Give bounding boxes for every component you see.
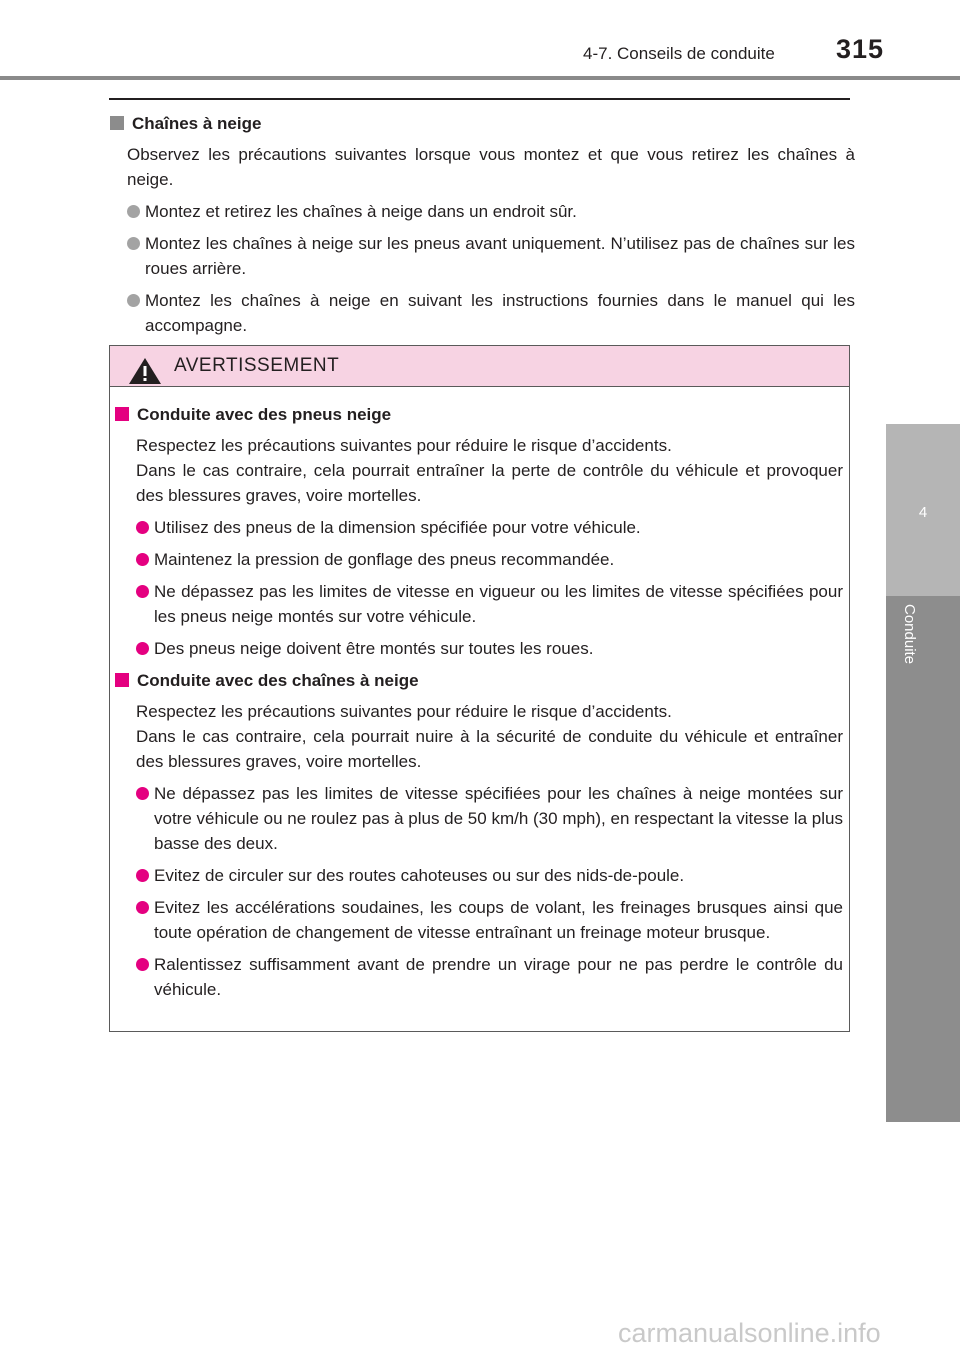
list-item bbox=[115, 781, 843, 856]
round-bullet-icon bbox=[136, 585, 149, 598]
round-bullet-icon bbox=[136, 521, 149, 534]
list-item bbox=[115, 636, 843, 661]
round-bullet-icon bbox=[136, 958, 149, 971]
round-bullet-icon bbox=[127, 237, 140, 250]
side-tab-number: 4 bbox=[918, 504, 928, 521]
page-number: 315 bbox=[836, 34, 885, 64]
round-bullet-icon bbox=[127, 294, 140, 307]
warning-section-heading bbox=[115, 402, 843, 427]
header-rule bbox=[0, 76, 960, 80]
intro-line: Respectez les précautions suivantes pour réduire le risque d’accidents. bbox=[136, 436, 672, 455]
warning-section-intro bbox=[136, 699, 843, 774]
list-item-text: Ralentissez suffisamment avant de prendre un virage pour ne pas perdre le contrôle du véhicule. bbox=[154, 955, 843, 999]
intro-line: Respectez les précautions suivantes pour réduire le risque d’accidents. bbox=[136, 702, 672, 721]
round-bullet-icon bbox=[136, 869, 149, 882]
warning-title: AVERTISSEMENT bbox=[174, 355, 340, 376]
list-item-text: Des pneus neige doivent être montés sur toutes les roues. bbox=[154, 639, 594, 658]
list-item-text: Montez les chaînes à neige en suivant les instructions fournies dans le manuel qui les accompagne. bbox=[145, 291, 855, 335]
list-item bbox=[115, 952, 843, 1002]
warning-header bbox=[110, 346, 849, 387]
square-bullet-icon bbox=[110, 116, 124, 130]
warning-box bbox=[109, 345, 850, 1032]
warning-section-heading-text: Conduite avec des chaînes à neige bbox=[137, 671, 419, 690]
square-bullet-icon bbox=[115, 407, 129, 421]
square-bullet-icon bbox=[115, 673, 129, 687]
warning-section-heading-text: Conduite avec des pneus neige bbox=[137, 405, 392, 424]
list-item bbox=[115, 515, 843, 540]
list-item-text: Ne dépassez pas les limites de vitesse spécifiées pour les chaînes à neige montées sur votre véhicule ou ne roulez pas à plus de 50 km/h (30 mph), en respectant la vitesse la plus basse des deux. bbox=[154, 784, 843, 853]
round-bullet-icon bbox=[136, 553, 149, 566]
list-item-text: Evitez les accélérations soudaines, les coups de volant, les freinages brusques ainsi que toute opération de changement de vitesse entraînant un freinage moteur brusque. bbox=[154, 898, 843, 942]
warning-body bbox=[110, 402, 849, 1002]
list-item bbox=[110, 231, 855, 281]
list-item bbox=[115, 863, 843, 888]
warning-section-intro bbox=[136, 433, 843, 508]
snow-chains-heading bbox=[110, 111, 855, 136]
snow-chains-intro: Observez les précautions suivantes lorsque vous montez et que vous retirez les chaînes à neige. bbox=[127, 145, 855, 189]
list-item-text: Montez et retirez les chaînes à neige dans un endroit sûr. bbox=[145, 202, 577, 221]
list-item-text: Utilisez des pneus de la dimension spécifiée pour votre véhicule. bbox=[154, 518, 641, 537]
list-item bbox=[115, 547, 843, 572]
snow-chains-section bbox=[110, 111, 855, 338]
list-item-text: Montez les chaînes à neige sur les pneus avant uniquement. N’utilisez pas de chaînes sur les roues arrière. bbox=[145, 234, 855, 278]
round-bullet-icon bbox=[136, 901, 149, 914]
list-item bbox=[115, 895, 843, 945]
list-item bbox=[115, 579, 843, 629]
side-tab-label: Conduite bbox=[901, 604, 918, 665]
list-item bbox=[110, 288, 855, 338]
list-item-text: Maintenez la pression de gonflage des pneus recommandée. bbox=[154, 550, 615, 569]
snow-chains-heading-text: Chaînes à neige bbox=[132, 114, 262, 133]
top-rule bbox=[109, 98, 850, 100]
list-item bbox=[110, 199, 855, 224]
list-item-text: Ne dépassez pas les limites de vitesse en vigueur ou les limites de vitesse spécifiées pour les pneus neige montés sur votre véhicule. bbox=[154, 582, 843, 626]
intro-line: Dans le cas contraire, cela pourrait entraîner la perte de contrôle du véhicule et provoquer des blessures graves, voire mortelles. bbox=[136, 461, 843, 505]
list-item-text: Evitez de circuler sur des routes cahoteuses ou sur des nids-de-poule. bbox=[154, 866, 685, 885]
round-bullet-icon bbox=[136, 642, 149, 655]
round-bullet-icon bbox=[136, 787, 149, 800]
header-section-title: 4-7. Conseils de conduite bbox=[583, 44, 775, 63]
warning-section-heading bbox=[115, 668, 843, 693]
warning-triangle-icon bbox=[128, 357, 162, 385]
watermark: carmanualsonline.info bbox=[618, 1318, 881, 1348]
intro-line: Dans le cas contraire, cela pourrait nuire à la sécurité de conduite du véhicule et entraîner des blessures graves, voire mortelles. bbox=[136, 727, 843, 771]
round-bullet-icon bbox=[127, 205, 140, 218]
